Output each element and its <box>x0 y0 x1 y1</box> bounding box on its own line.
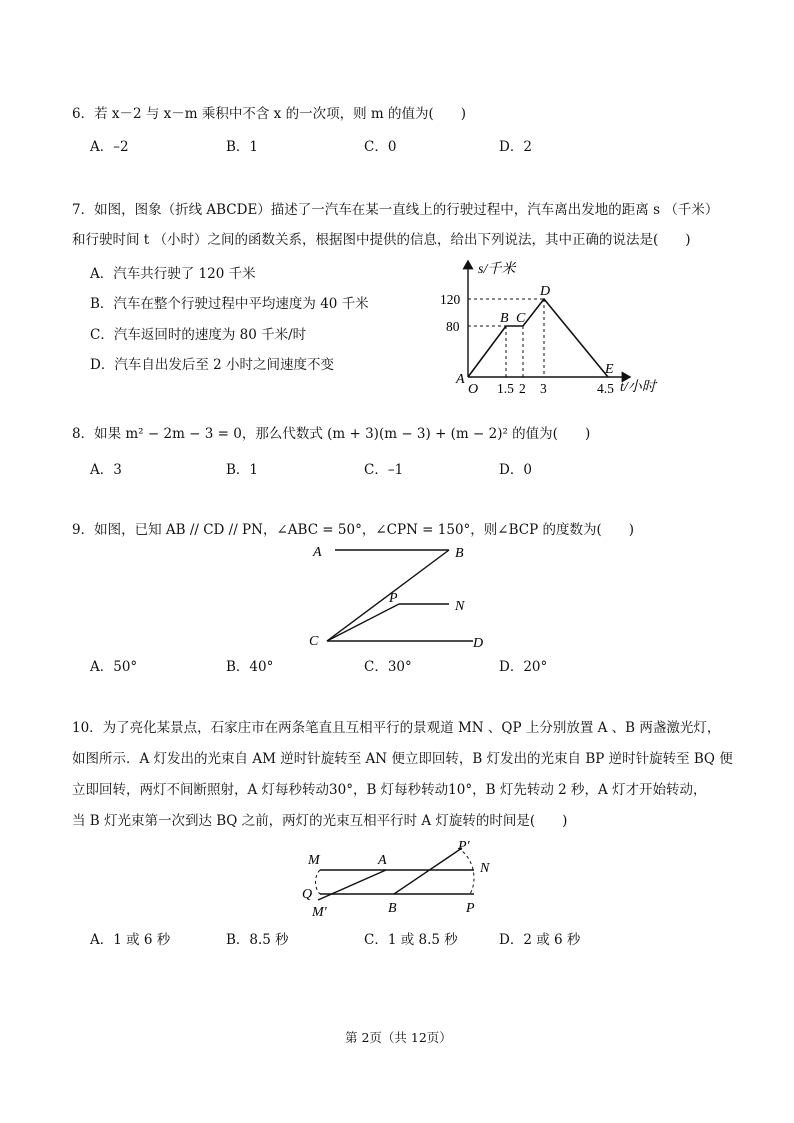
q10-stem-line4: 当 B 灯光束第一次到达 BQ 之前，两灯的光束互相平行时 A 灯旋转的时间是( ) <box>72 813 568 829</box>
q10-figure <box>298 836 508 920</box>
q7-stem-line2: 和行驶时间 t （小时）之间的函数关系，根据图中提供的信息，给出下列说法，其中正确的说法是( ) <box>72 232 691 248</box>
y-tick-80: 80 <box>446 319 460 334</box>
arc-right <box>458 848 474 894</box>
label-n: N <box>480 861 490 876</box>
q9-option-d: D．20° <box>499 659 548 675</box>
point-e-label: E <box>605 362 614 377</box>
label-d: D <box>473 636 484 651</box>
label-q: Q <box>302 887 313 902</box>
q7-option-b: B．汽车在整个行驶过程中平均速度为 40 千米 <box>90 296 369 312</box>
label-b: B <box>388 901 397 916</box>
x-tick-1-5: 1.5 <box>497 381 514 396</box>
q10-stem-line1: 10．为了亮化某景点，石家庄市在两条笔直且互相平行的景观道 MN 、QP 上分别放置 A 、B 两盏激光灯， <box>72 720 721 736</box>
label-m-prime: M′ <box>312 905 327 920</box>
beam-b <box>394 848 462 894</box>
point-d-label: D <box>540 284 551 299</box>
q9-option-a: A．50° <box>90 659 138 675</box>
q10-option-b: B．8.5 秒 <box>226 932 289 948</box>
label-b: B <box>455 546 464 561</box>
label-c: C <box>309 634 319 649</box>
q6-option-a: A．–2 <box>90 139 129 155</box>
q7-stem-line1: 7．如图，图象（折线 ABCDE）描述了一汽车在某一直线上的行驶过程中，汽车离出发地的距离 s （千米） <box>72 202 719 218</box>
x-tick-2: 2 <box>519 381 526 396</box>
q9-option-c: C．30° <box>364 659 412 675</box>
q10-option-a: A．1 或 6 秒 <box>90 932 171 948</box>
x-axis-label: t/小时 <box>620 380 656 395</box>
q9-option-b: B．40° <box>226 659 274 675</box>
q7-option-d: D．汽车自出发后至 2 小时之间速度不变 <box>90 357 334 373</box>
beam-a <box>318 870 386 900</box>
q6-stem: 6．若 x－2 与 x－m 乘积中不含 x 的一次项，则 m 的值为( ) <box>72 106 466 122</box>
q7-option-a: A．汽车共行驶了 120 千米 <box>90 266 256 282</box>
q8-option-c: C．–1 <box>364 462 404 478</box>
q8-option-b: B．1 <box>226 462 259 478</box>
q8-option-d: D．0 <box>499 462 532 478</box>
point-a-label: A <box>456 372 465 387</box>
q10-stem-line2: 如图所示．A 灯发出的光束自 AM 逆时针旋转至 AN 便立即回转，B 灯发出的光束自 BP 逆时针旋转至 BQ 便 <box>72 751 733 767</box>
label-p: P <box>389 591 398 606</box>
q10-stem-line3: 立即回转，两灯不间断照射，A 灯每秒转动30°，B 灯每秒转动10°，B 灯先转动 2 秒，A 灯才开始转动， <box>72 782 707 798</box>
q6-option-b: B．1 <box>226 139 259 155</box>
label-a: A <box>313 545 322 560</box>
y-tick-120: 120 <box>440 292 461 307</box>
q9-stem: 9．如图，已知 AB // CD // PN，∠ABC = 50°，∠CPN = 150°，则∠BCP 的度数为( ) <box>72 522 635 538</box>
q10-option-d: D．2 或 6 秒 <box>499 932 581 948</box>
q7-graph <box>440 255 680 400</box>
q9-figure <box>305 540 505 655</box>
point-c-label: C <box>516 311 526 326</box>
arc-left <box>316 870 321 894</box>
label-p: P <box>466 901 475 916</box>
origin-label: O <box>468 382 479 397</box>
point-b-label: B <box>500 311 509 326</box>
q8-stem: 8．如果 m² − 2m − 3 = 0，那么代数式 (m + 3)(m − 3) + (m − 2)² 的值为( ) <box>72 426 591 442</box>
q7-option-c: C．汽车返回时的速度为 80 千米/时 <box>90 327 307 343</box>
x-tick-4-5: 4.5 <box>597 381 614 396</box>
page-footer: 第 2页（共 12页） <box>345 1030 452 1045</box>
q6-option-d: D．2 <box>499 139 532 155</box>
label-p-prime: P′ <box>458 839 470 854</box>
x-tick-3: 3 <box>540 381 547 396</box>
q10-option-c: C．1 或 8.5 秒 <box>364 932 458 948</box>
q6-option-c: C．0 <box>364 139 397 155</box>
line-cp <box>327 604 399 641</box>
label-a: A <box>378 853 387 868</box>
polyline-abcde <box>468 299 608 377</box>
q8-option-a: A．3 <box>90 462 122 478</box>
y-axis-label: s/千米 <box>478 262 516 277</box>
line-bc <box>327 550 449 641</box>
label-n: N <box>455 599 465 614</box>
label-m: M <box>308 853 320 868</box>
